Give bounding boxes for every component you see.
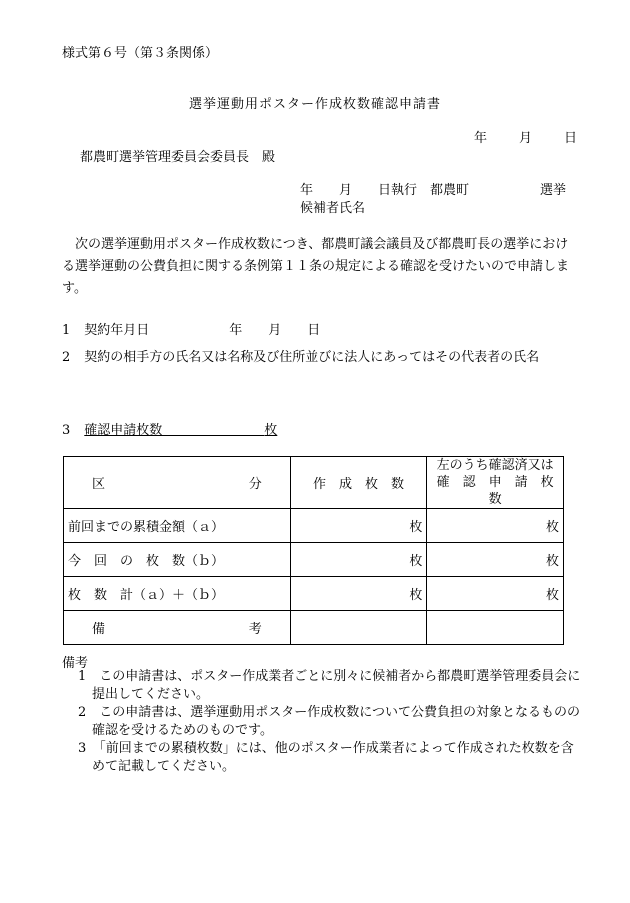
document-title: 選挙運動用ポスター作成枚数確認申請書 <box>188 97 441 112</box>
created-count-cell: 枚 <box>290 577 427 611</box>
date-month-label: 月 <box>519 131 533 146</box>
item-label: 契約年月日 <box>84 323 150 338</box>
note-item: 3 「前回までの累積枚数」には、他のポスター作成業者によって作成された枚数を含めて記載してください。 <box>78 741 574 774</box>
election-line <box>300 179 567 198</box>
confirmed-count-cell: 枚 <box>427 509 564 543</box>
date-line <box>474 127 577 146</box>
item-number: 1 <box>62 323 71 338</box>
created-count-cell: 枚 <box>290 509 427 543</box>
item-contract-party <box>62 346 539 365</box>
row-label: 前回までの累積金額（ａ） <box>64 509 291 543</box>
date-year-label: 年 <box>474 131 488 146</box>
request-body-text: 次の選挙運動用ポスター作成枚数につき、都農町議会議員及び都農町長の選挙における選挙運動の公費負担に関する条例第１１条の規定による確認を受けたいので申請します。 <box>62 237 570 296</box>
contract-date-value: 年 月 日 <box>229 323 321 338</box>
notes-title: 備考 <box>62 656 89 671</box>
election-kind-label: 選挙 <box>540 183 567 198</box>
remarks-cell <box>427 611 564 645</box>
table-row <box>64 543 564 577</box>
table-row <box>64 577 564 611</box>
remarks-cell <box>290 611 427 645</box>
header-category: 区 分 <box>64 457 291 509</box>
count-fill-line <box>162 421 264 436</box>
table-header-row <box>64 457 564 509</box>
count-unit: 枚 <box>264 423 278 438</box>
note-item: 2 この申請書は、選挙運動用ポスター作成枚数について公費負担の対象となるものの確認を受けるためのものです。 <box>78 705 581 738</box>
header-confirmed-line2: 確 認 申 請 枚 数 <box>436 475 567 507</box>
item-number: 3 <box>62 423 71 438</box>
date-day-label: 日 <box>564 131 578 146</box>
created-count-cell: 枚 <box>290 543 427 577</box>
row-label: 今 回 の 枚 数（ｂ） <box>64 543 291 577</box>
confirmed-count-cell: 枚 <box>427 543 564 577</box>
item-requested-count <box>62 419 277 438</box>
remarks-label: 備 考 <box>64 611 291 645</box>
election-date-text: 年 月 日執行 都農町 <box>300 183 470 198</box>
header-confirmed-count <box>427 457 567 509</box>
header-created-count: 作 成 枚 数 <box>290 457 427 509</box>
item-number: 2 <box>62 350 71 365</box>
candidate-name-label: 候補者氏名 <box>300 201 366 216</box>
item-label: 契約の相手方の氏名又は名称及び住所並びに法人にあってはその代表者の氏名 <box>84 350 540 365</box>
table-remarks-row <box>64 611 564 645</box>
note-item: 1 この申請書は、ポスター作成業者ごとに別々に候補者から都農町選挙管理委員会に提出してください。 <box>78 669 581 702</box>
item-contract-date <box>62 319 320 338</box>
count-summary-table <box>63 456 567 645</box>
row-label: 枚 数 計（ａ）＋（ｂ） <box>64 577 291 611</box>
header-confirmed-line1: 左のうち確認済又は <box>436 458 554 473</box>
addressee: 都農町選挙管理委員会委員長 殿 <box>80 150 276 165</box>
confirmed-count-cell: 枚 <box>427 577 564 611</box>
table-row <box>64 509 564 543</box>
form-number: 様式第６号（第３条関係） <box>62 46 219 61</box>
item-label: 確認申請枚数 <box>84 423 163 438</box>
